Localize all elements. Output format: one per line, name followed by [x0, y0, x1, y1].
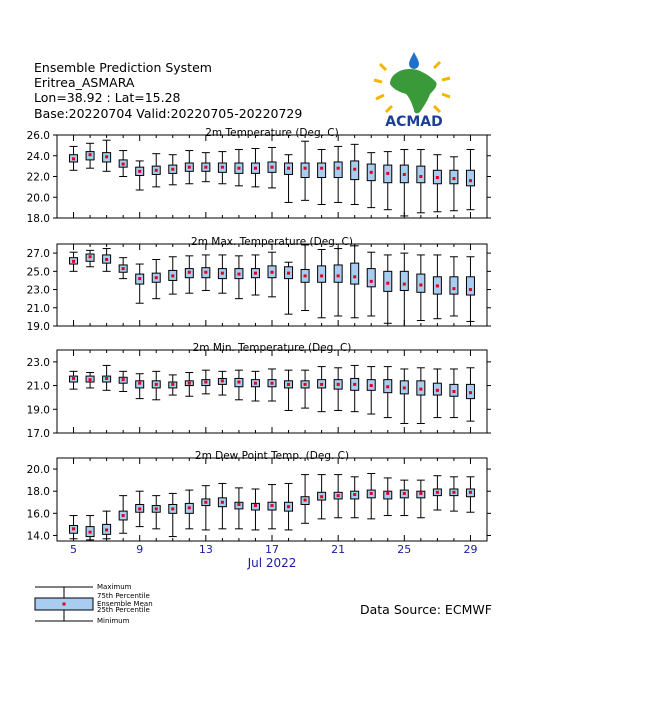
mean-marker [386, 172, 389, 175]
mean-marker [188, 166, 191, 169]
mean-marker [204, 166, 207, 169]
mean-marker [204, 501, 207, 504]
mean-marker [271, 504, 274, 507]
y-tick-label: 27.0 [26, 248, 50, 261]
mean-marker [386, 282, 389, 285]
mean-marker [469, 288, 472, 291]
legend-mean-marker [63, 603, 66, 606]
mean-marker [452, 390, 455, 393]
iqr-box [417, 166, 425, 183]
iqr-box [384, 271, 392, 291]
mean-marker [122, 163, 125, 166]
mean-marker [304, 274, 307, 277]
iqr-box [301, 163, 309, 178]
legend-label-p75: 75th Percentile [97, 592, 150, 600]
mean-marker [436, 284, 439, 287]
mean-marker [89, 531, 92, 534]
y-tick-label: 14.0 [26, 530, 50, 543]
mean-marker [337, 274, 340, 277]
mean-marker [72, 527, 75, 530]
header-coords: Lon=38.92 : Lat=15.28 [34, 90, 181, 106]
mean-marker [89, 255, 92, 258]
x-tick-label: 29 [463, 543, 478, 556]
header-title: Ensemble Prediction System [34, 60, 212, 75]
mean-marker [271, 166, 274, 169]
iqr-box [417, 274, 425, 292]
mean-marker [370, 171, 373, 174]
x-tick-label: 21 [331, 543, 346, 556]
mean-marker [155, 169, 158, 172]
mean-marker [403, 492, 406, 495]
mean-marker [287, 505, 290, 508]
mean-marker [353, 275, 356, 278]
iqr-box [334, 162, 342, 178]
mean-marker [287, 383, 290, 386]
mean-marker [304, 499, 307, 502]
mean-marker [254, 504, 257, 507]
mean-marker [304, 383, 307, 386]
mean-marker [204, 271, 207, 274]
x-tick-label: 5 [70, 543, 78, 556]
data-source-label: Data Source: ECMWF [360, 602, 492, 617]
mean-marker [370, 384, 373, 387]
mean-marker [452, 491, 455, 494]
y-tick-label: 18.0 [26, 213, 50, 225]
iqr-box [466, 277, 474, 295]
mean-marker [469, 491, 472, 494]
iqr-box [318, 266, 326, 282]
mean-marker [386, 492, 389, 495]
iqr-box [334, 265, 342, 282]
x-tick-label: 13 [198, 543, 213, 556]
mean-marker [89, 153, 92, 156]
y-tick-label: 20.0 [26, 464, 50, 477]
panel-title: 2m Max. Temperature (Deg. C) [191, 236, 353, 248]
mean-marker [122, 267, 125, 270]
y-tick-label: 16.0 [26, 508, 50, 521]
mean-marker [105, 258, 108, 261]
mean-marker [419, 175, 422, 178]
mean-marker [452, 287, 455, 290]
y-tick-label: 21.0 [26, 380, 50, 393]
x-tick-label: 9 [136, 543, 144, 556]
panel-title: 2m Temperature (Deg. C) [205, 127, 339, 139]
mean-marker [469, 179, 472, 182]
mean-marker [105, 528, 108, 531]
mean-marker [254, 272, 257, 275]
mean-marker [304, 167, 307, 170]
y-tick-label: 23.0 [26, 356, 50, 369]
mean-marker [337, 494, 340, 497]
header-base-valid: Base:20220704 Valid:20220705-20220729 [34, 105, 303, 121]
chart-panel-4 [27, 450, 491, 542]
x-tick-label: 17 [265, 543, 279, 556]
mean-marker [419, 388, 422, 391]
mean-marker [188, 271, 191, 274]
mean-marker [469, 391, 472, 394]
iqr-box [351, 263, 359, 284]
mean-marker [171, 507, 174, 510]
y-tick-label: 18.0 [26, 486, 50, 499]
mean-marker [370, 280, 373, 283]
mean-marker [171, 168, 174, 171]
mean-marker [320, 167, 323, 170]
chart-panel-3 [27, 342, 491, 440]
mean-marker [320, 383, 323, 386]
x-tick-label: 25 [397, 543, 412, 556]
y-tick-label: 22.0 [26, 171, 50, 184]
x-axis-month-label: Jul 2022 [247, 556, 297, 570]
legend-label-maximum: Maximum [97, 583, 132, 591]
chart-panel-1 [27, 127, 491, 225]
mean-marker [337, 383, 340, 386]
iqr-box [367, 269, 375, 287]
y-tick-label: 23.0 [26, 284, 50, 297]
mean-marker [72, 377, 75, 380]
mean-marker [122, 514, 125, 517]
mean-marker [403, 386, 406, 389]
mean-marker [436, 176, 439, 179]
mean-marker [221, 272, 224, 275]
y-tick-label: 19.0 [26, 321, 50, 333]
mean-marker [105, 377, 108, 380]
mean-marker [155, 383, 158, 386]
mean-marker [237, 273, 240, 276]
mean-marker [436, 389, 439, 392]
mean-marker [254, 382, 257, 385]
mean-marker [72, 157, 75, 160]
chart-panel-2 [27, 236, 491, 333]
mean-marker [138, 507, 141, 510]
y-tick-label: 21.0 [26, 302, 50, 315]
iqr-box [450, 170, 458, 183]
mean-marker [403, 283, 406, 286]
legend-label-minimum: Minimum [97, 617, 130, 625]
mean-marker [353, 168, 356, 171]
mean-marker [155, 507, 158, 510]
mean-marker [188, 506, 191, 509]
legend-label-p25: 25th Percentile [97, 606, 150, 614]
mean-marker [221, 379, 224, 382]
mean-marker [403, 173, 406, 176]
mean-marker [204, 381, 207, 384]
y-tick-label: 19.0 [26, 404, 50, 417]
mean-marker [171, 383, 174, 386]
mean-marker [138, 170, 141, 173]
mean-marker [188, 382, 191, 385]
mean-marker [221, 501, 224, 504]
iqr-box [466, 170, 474, 186]
mean-marker [122, 378, 125, 381]
legend [35, 583, 153, 625]
mean-marker [237, 503, 240, 506]
header-location: Eritrea_ASMARA [34, 75, 135, 91]
mean-marker [271, 382, 274, 385]
mean-marker [237, 167, 240, 170]
legend-label-mean: Ensemble Mean [97, 600, 153, 608]
logo-text: ACMAD [385, 114, 443, 130]
mean-marker [452, 177, 455, 180]
mean-marker [72, 260, 75, 263]
mean-marker [386, 385, 389, 388]
mean-marker [237, 381, 240, 384]
mean-marker [353, 493, 356, 496]
iqr-box [450, 277, 458, 294]
mean-marker [320, 495, 323, 498]
mean-marker [337, 167, 340, 170]
mean-marker [436, 491, 439, 494]
y-tick-label: 24.0 [26, 150, 50, 163]
mean-marker [155, 276, 158, 279]
mean-marker [221, 166, 224, 169]
mean-marker [287, 272, 290, 275]
mean-marker [287, 167, 290, 170]
y-tick-label: 25.0 [26, 266, 50, 279]
iqr-box [318, 163, 326, 178]
mean-marker [370, 492, 373, 495]
mean-marker [353, 383, 356, 386]
panel-title: 2m Min. Temperature (Deg. C) [192, 342, 352, 354]
panel-title: 2m Dew Point Temp. (Deg. C) [194, 450, 350, 462]
mean-marker [320, 274, 323, 277]
y-tick-label: 17.0 [26, 428, 50, 440]
mean-marker [89, 378, 92, 381]
mean-marker [138, 277, 141, 280]
iqr-box [400, 271, 408, 290]
mean-marker [419, 492, 422, 495]
mean-marker [138, 382, 141, 385]
mean-marker [171, 274, 174, 277]
mean-marker [419, 284, 422, 287]
mean-marker [271, 271, 274, 274]
y-tick-label: 20.0 [26, 192, 50, 205]
mean-marker [105, 155, 108, 158]
y-tick-label: 26.0 [26, 130, 50, 142]
mean-marker [254, 167, 257, 170]
